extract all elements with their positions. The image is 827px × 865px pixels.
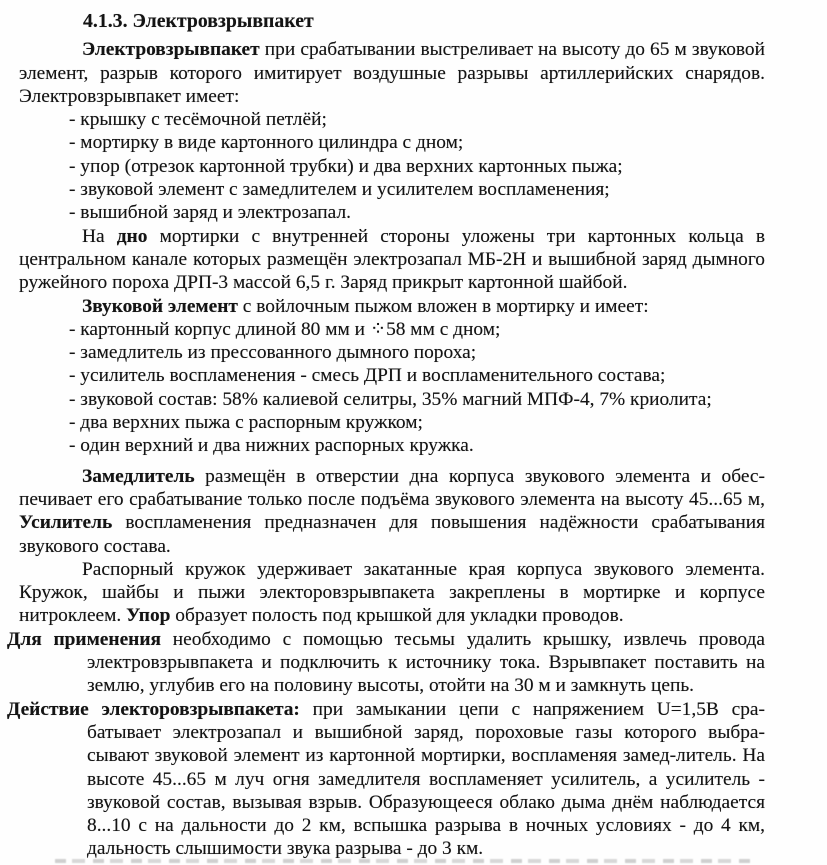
mortar-bottom-paragraph — [19, 225, 765, 295]
list-item: - усилитель воспламенения - смесь ДРП и воспламенительного состава; — [69, 365, 666, 387]
list-item: - мортирку в виде картонного цилиндра с дном; — [69, 132, 464, 154]
list-item: - один верхний и два нижних распорных кружка. — [69, 435, 474, 457]
list-item: - звуковой состав: 58% калиевой селитры, 35% магний МПФ-4, 7% криолита; — [69, 388, 712, 410]
sound-element-list — [19, 318, 765, 458]
usage-text: необходимо с помощью тесьмы удалить крышку, извлечь провода электровзрывпакета и подключить к источнику тока. Взрывпакет поставить на землю, углубив его на половину высоты, отойти на 30 м и замкнуть цепь. — [87, 628, 765, 697]
action-paragraph — [7, 698, 765, 861]
list-item: - замедлитель из прессованного дымного пороха; — [69, 342, 477, 364]
action-bold-term: Действие электоровзрывпакета: — [7, 698, 300, 720]
delay-mid-text: размещён в отверстии дна корпуса звукового элемента и обеспечивает его срабатывание только после подъёма звукового элемента на высоту 45...65 м, — [19, 465, 765, 510]
ring-rest-text: образует полость под крышкой для укладки проводов. — [170, 605, 624, 627]
delay-paragraph — [19, 465, 765, 558]
ring-pre-text: Распорный кружок удерживает закатанные края корпуса звукового элемента. Кружок, шайбы и пыжи электоровзрывпакета закреплены в мортирке и корпусе нитроклеем. — [19, 558, 765, 627]
cutoff-next-line-artifact — [55, 859, 755, 863]
sound-element-paragraph — [19, 295, 765, 318]
intro-bold-term: Электровзрывпакет — [82, 39, 260, 61]
amplifier-bold-term: Усилитель — [19, 512, 113, 534]
list-item: - вышибной заряд и электрозапал. — [69, 202, 351, 224]
intro-paragraph — [19, 38, 765, 108]
intro-text: при срабатывании выстреливает на высоту до 65 м звуковой элемент, разрыв которого имитирует воздушные разрывы артиллерийских снарядов. Электровзрывпакет имеет: — [19, 39, 765, 107]
list-item: - два верхних пыжа с распорным кружком; — [69, 412, 423, 434]
components-list — [19, 108, 765, 224]
bottom-rest-text: мортирки с внутренней стороны уложены три картонных кольца в центральном канале которых размещён электрозапал МБ-2Н и вышибной заряд дымного ружейного пороха ДРП-3 массой 6,5 г. Заряд прикрыт картонной шайбой. — [19, 225, 765, 294]
list-item: - картонный корпус длиной 80 мм и ⁘58 мм с дном; — [69, 318, 501, 340]
usage-bold-term: Для применения — [7, 628, 162, 650]
list-item: - упор (отрезок картонной трубки) и два верхних картонных пыжа; — [69, 155, 623, 177]
usage-paragraph — [7, 628, 765, 698]
bottom-bold-term: дно — [116, 225, 148, 247]
list-item: - звуковой элемент с замедлителем и усилителем воспламенения; — [69, 179, 610, 201]
list-item: - крышку с тесёмочной петлёй; — [69, 109, 327, 131]
section-heading: 4.1.3. Электровзрывпакет — [83, 10, 314, 32]
bottom-pre-text: На — [82, 225, 117, 247]
action-text: при замыкании цепи с напряжением U=1,5В срабатывает электрозапал и вышибной заряд, пороховые газы которого выбрасывают звуковой элемент из картонной мортирки, воспламеняя замед-литель. На высоте 45...65 м луч огня замедлителя воспламеняет усилитель, а усилитель - звуковой состав, вызывая взрыв. Образующееся облако дыма днём наблюдается 8...10 с на дальности до 2 км, вспышка разрыва в ночных условиях - до 4 км, дальность слышимости звука разрыва - до 3 км. — [87, 698, 765, 860]
delay-rest-text: воспламенения предназначен для повышения надёжности срабатывания звукового состава. — [19, 512, 765, 557]
ring-paragraph — [19, 558, 765, 628]
sound-element-bold-term: Звуковой элемент — [82, 295, 238, 317]
stop-bold-term: Упор — [126, 605, 171, 627]
sound-element-text: с войлочным пыжом вложен в мортирку и имеет: — [237, 295, 649, 317]
delay-bold-term: Замедлитель — [82, 465, 195, 487]
